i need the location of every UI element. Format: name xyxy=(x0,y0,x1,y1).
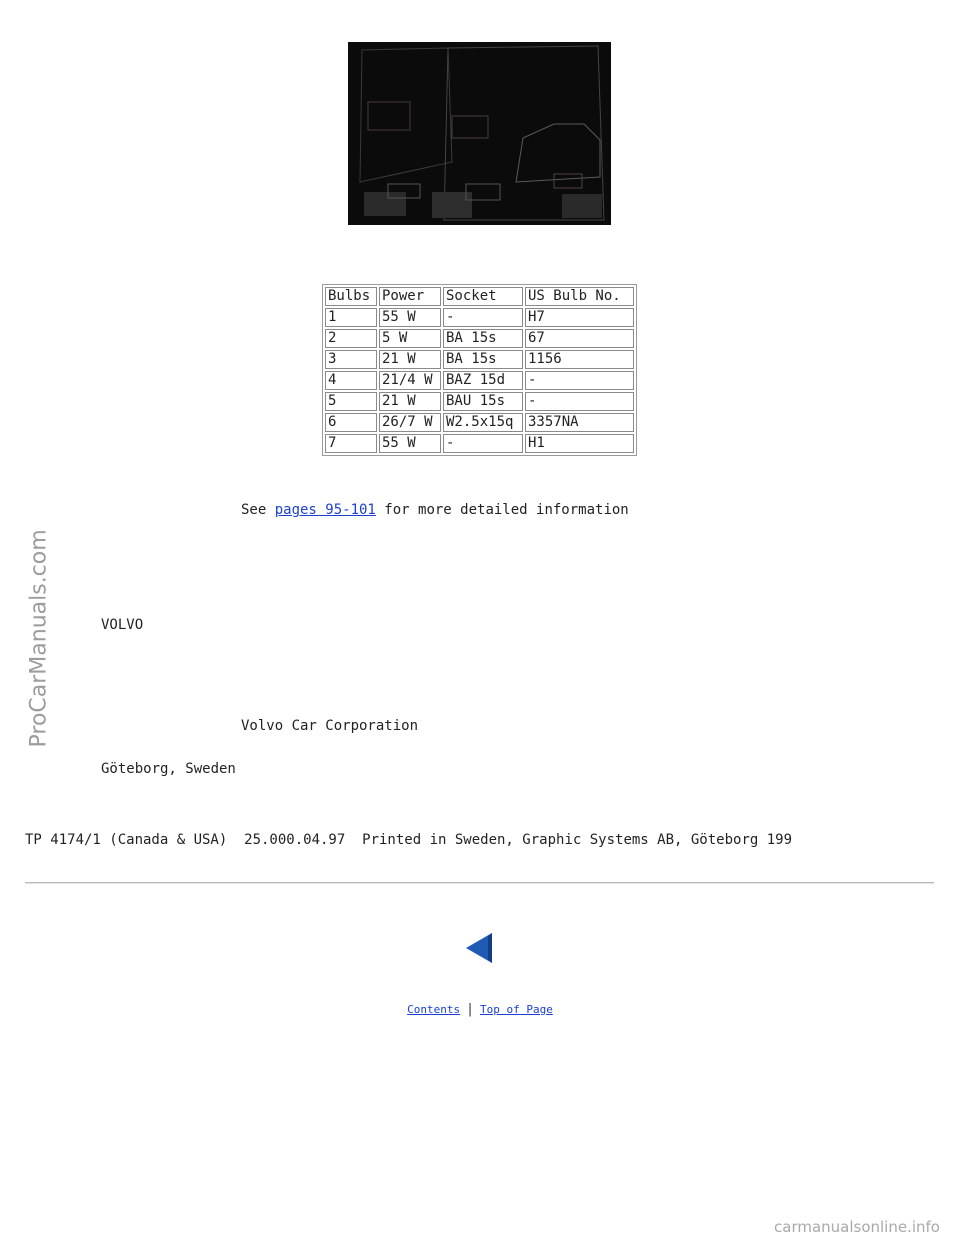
cell-power: 21 W xyxy=(379,350,441,369)
cell-power: 55 W xyxy=(379,434,441,453)
nav-separator: | xyxy=(466,1002,474,1017)
table-row xyxy=(325,371,634,390)
cell-bulb: 2 xyxy=(325,329,377,348)
table-header-row xyxy=(325,287,634,306)
cell-power: 21/4 W xyxy=(379,371,441,390)
cell-power: 21 W xyxy=(379,392,441,411)
contents-link[interactable]: Contents xyxy=(407,1003,461,1016)
print-info: TP 4174/1 (Canada & USA) 25.000.04.97 Printed in Sweden, Graphic Systems AB, Göteborg 199 xyxy=(25,832,793,848)
watermark-left-text: ProCarManuals.com xyxy=(26,529,52,748)
watermark-left xyxy=(14,520,54,750)
see-prefix: See xyxy=(241,502,275,518)
cell-socket: BAU 15s xyxy=(443,392,523,411)
cell-socket: BA 15s xyxy=(443,329,523,348)
bulb-spec-table xyxy=(322,284,637,456)
cell-us-bulb: H7 xyxy=(525,308,634,327)
divider xyxy=(25,882,934,884)
top-of-page-link[interactable]: Top of Page xyxy=(479,1003,553,1016)
cell-bulb: 7 xyxy=(325,434,377,453)
header-us-bulb-no: US Bulb No. xyxy=(525,287,634,306)
cell-socket: BA 15s xyxy=(443,350,523,369)
table-row xyxy=(325,413,634,432)
cell-power: 55 W xyxy=(379,308,441,327)
company-location: Göteborg, Sweden xyxy=(101,761,236,777)
cell-bulb: 6 xyxy=(325,413,377,432)
footer-nav xyxy=(0,1002,960,1017)
table-row xyxy=(325,434,634,453)
table-row xyxy=(325,392,634,411)
header-power: Power xyxy=(379,287,441,306)
header-socket: Socket xyxy=(443,287,523,306)
table-row xyxy=(325,329,634,348)
cell-socket: W2.5x15q xyxy=(443,413,523,432)
cell-bulb: 4 xyxy=(325,371,377,390)
header-bulbs: Bulbs xyxy=(325,287,377,306)
cell-bulb: 1 xyxy=(325,308,377,327)
cell-us-bulb: 3357NA xyxy=(525,413,634,432)
cell-us-bulb: 67 xyxy=(525,329,634,348)
cell-bulb: 3 xyxy=(325,350,377,369)
watermark-bottom: carmanualsonline.info xyxy=(774,1218,940,1236)
table-row xyxy=(325,350,634,369)
cell-us-bulb: - xyxy=(525,371,634,390)
cell-us-bulb: H1 xyxy=(525,434,634,453)
cell-us-bulb: - xyxy=(525,392,634,411)
cell-power: 26/7 W xyxy=(379,413,441,432)
pages-link[interactable]: pages 95-101 xyxy=(274,502,376,518)
see-suffix: for more detailed information xyxy=(375,502,629,518)
cell-socket: BAZ 15d xyxy=(443,371,523,390)
see-pages-line xyxy=(241,501,629,519)
back-arrow-icon[interactable] xyxy=(466,933,492,963)
company-name: Volvo Car Corporation xyxy=(241,718,419,734)
brand-text: VOLVO xyxy=(101,617,144,633)
cell-socket: - xyxy=(443,308,523,327)
car-rear-photo xyxy=(348,42,611,225)
cell-bulb: 5 xyxy=(325,392,377,411)
cell-power: 5 W xyxy=(379,329,441,348)
cell-socket: - xyxy=(443,434,523,453)
table-row xyxy=(325,308,634,327)
car-rear-photo-icon xyxy=(348,42,611,225)
cell-us-bulb: 1156 xyxy=(525,350,634,369)
